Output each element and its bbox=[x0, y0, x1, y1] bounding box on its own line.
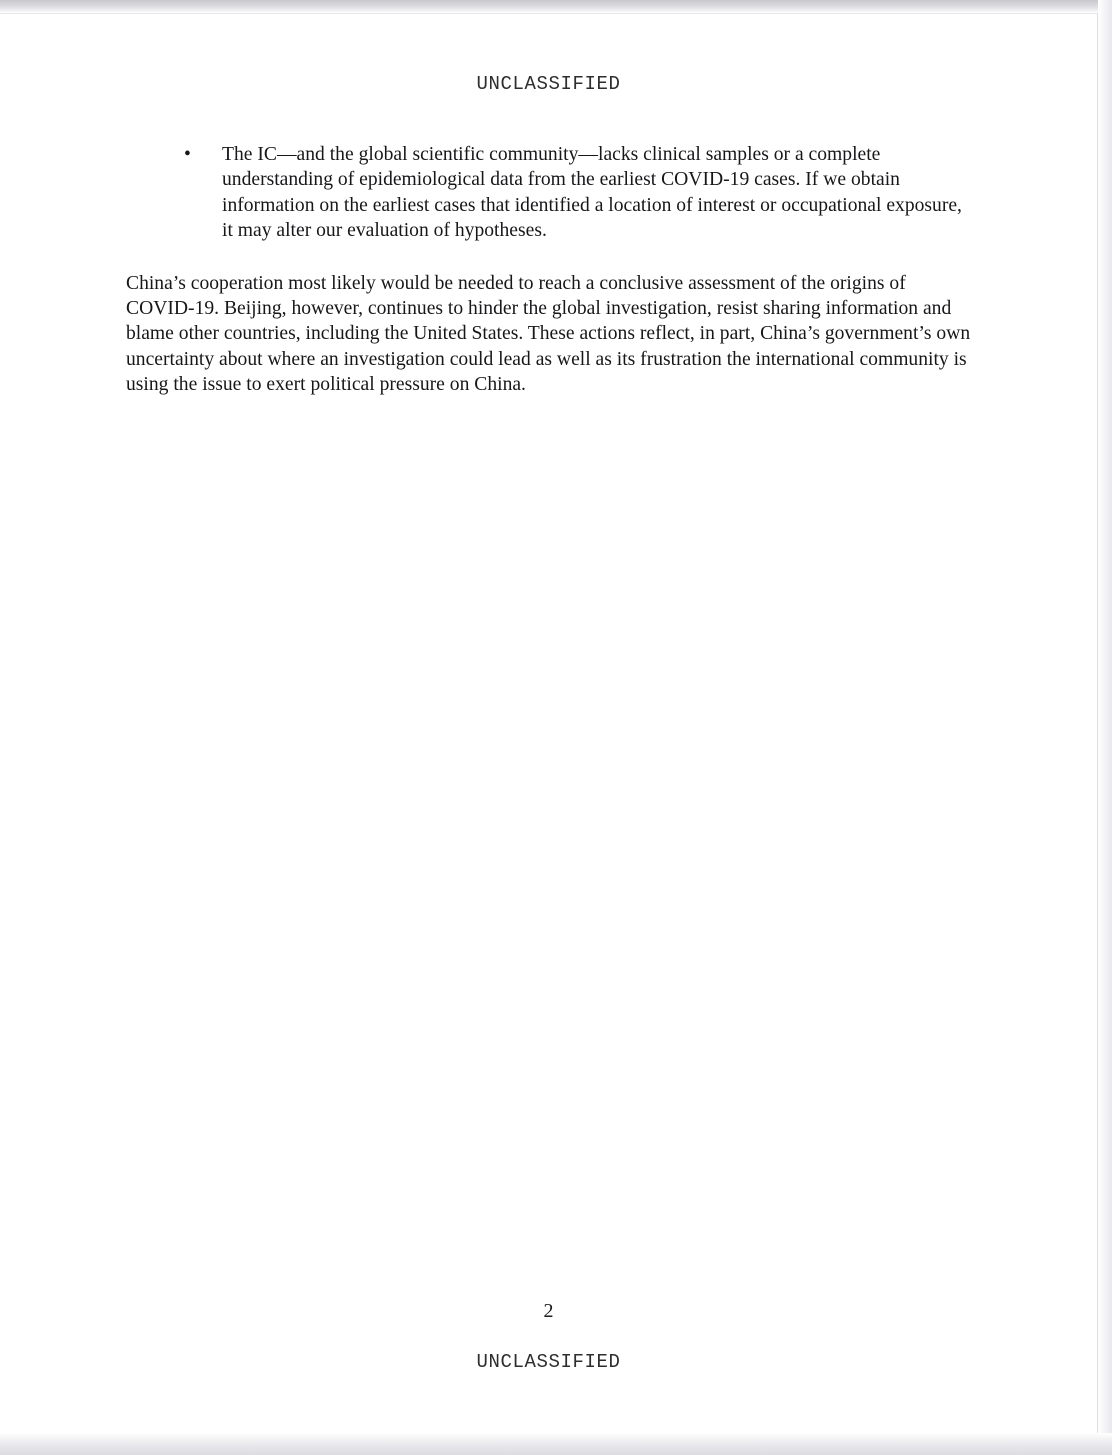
list-item bbox=[126, 142, 972, 244]
paragraph-spacer bbox=[126, 244, 972, 271]
body-paragraph: China’s cooperation most likely would be needed to reach a conclusive assessment of the origins of COVID-19. Beijing, however, continues to hinder the global investigation, resist sharing information and blame other countries, including the United States. These actions reflect, in part, China’s government’s own uncertainty about where an investigation could lead as well as its frustration the international community is using the issue to exert political pressure on China. bbox=[126, 272, 971, 396]
bullet-text: The IC—and the global scientific community—lacks clinical samples or a complete understanding of epidemiological data from the earliest COVID-19 cases. If we obtain information on the earliest cases that identified a location of interest or occupational exposure, it may alter our evaluation of hypotheses. bbox=[222, 144, 962, 242]
page-right-edge bbox=[1097, 13, 1098, 1433]
viewer-right-chrome bbox=[1098, 0, 1112, 1455]
bullet-marker-icon: • bbox=[184, 144, 191, 165]
page-number: 2 bbox=[543, 1300, 554, 1322]
viewer-top-chrome bbox=[0, 0, 1112, 13]
viewer-bottom-chrome bbox=[0, 1433, 1112, 1455]
bullet-list bbox=[126, 142, 972, 244]
classification-footer: UNCLASSIFIED bbox=[476, 1351, 621, 1373]
page-body bbox=[126, 142, 972, 398]
document-page bbox=[0, 14, 1097, 1433]
classification-header: UNCLASSIFIED bbox=[476, 73, 621, 95]
